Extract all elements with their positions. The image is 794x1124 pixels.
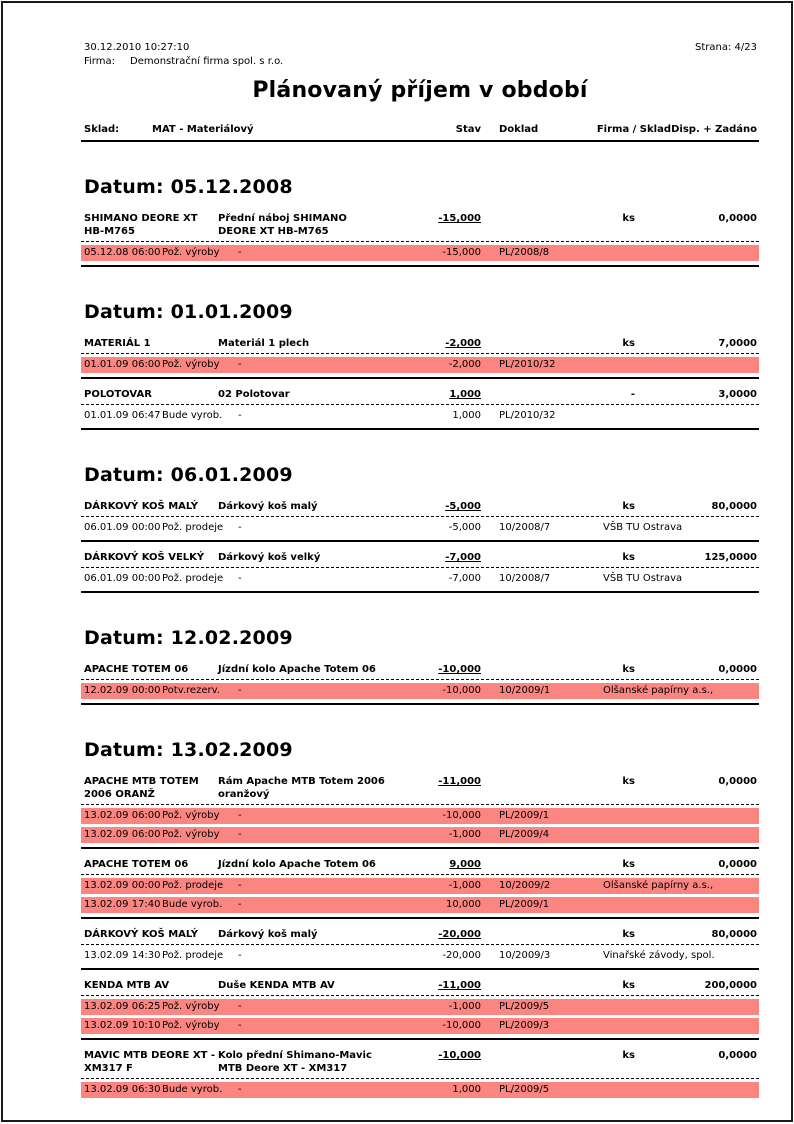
row-doklad: PL/2010/32 xyxy=(499,410,556,421)
row-quantity: -10,000 xyxy=(442,810,481,821)
item-unit: ks xyxy=(622,1050,635,1061)
table-row xyxy=(81,245,759,261)
row-type: Pož. prodeje xyxy=(162,573,224,584)
row-dash: - xyxy=(238,522,242,533)
row-quantity: -15,000 xyxy=(442,247,481,258)
sections xyxy=(81,176,759,1102)
row-firma-sklad xyxy=(581,1082,759,1098)
table-row xyxy=(81,808,759,824)
row-datetime: 01.01.09 06:47 xyxy=(84,410,161,421)
date-section xyxy=(81,301,759,430)
row-type: Pož. prodeje xyxy=(162,950,224,961)
col-sklad-value: MAT - Materiálový xyxy=(152,124,254,135)
print-datetime: 30.12.2010 10:27:10 xyxy=(84,42,190,53)
item-rows xyxy=(81,808,759,843)
table-row xyxy=(81,520,759,536)
item-unit: ks xyxy=(622,980,635,991)
row-firma-sklad: VŠB TU Ostrava xyxy=(603,573,683,584)
row-doklad: 10/2008/7 xyxy=(499,522,551,533)
row-firma-sklad: Vinařské závody, spol. xyxy=(603,950,715,961)
row-doklad: 10/2009/1 xyxy=(499,685,551,696)
item-stav: 9,000 xyxy=(449,859,481,870)
section-items xyxy=(81,203,759,267)
item-stav: -10,000 xyxy=(438,664,481,675)
item-header-row xyxy=(81,766,759,805)
row-dash: - xyxy=(238,1084,242,1095)
item-code: DÁRKOVÝ KOŠ MALÝ xyxy=(84,929,198,940)
row-dash: - xyxy=(238,685,242,696)
table-row xyxy=(81,408,759,424)
table-row xyxy=(81,948,759,964)
item-code: DÁRKOVÝ KOŠ VELKÝ xyxy=(84,552,205,563)
section-date-heading: Datum: 01.01.2009 xyxy=(84,301,293,323)
row-quantity: 1,000 xyxy=(452,1084,481,1095)
item-rows xyxy=(81,245,759,261)
row-type: Pož. výroby xyxy=(162,1020,220,1031)
col-stav: Stav xyxy=(455,124,481,135)
row-type: Pož. prodeje xyxy=(162,880,224,891)
row-dash: - xyxy=(238,829,242,840)
col-disp-zadano: Disp. + Zadáno xyxy=(671,124,757,135)
item-block xyxy=(81,849,759,919)
table-row xyxy=(81,999,759,1015)
item-code: POLOTOVAR xyxy=(84,389,152,400)
item-description: Rám Apache MTB Totem 2006 oranžový xyxy=(218,776,385,800)
section-items xyxy=(81,491,759,593)
item-description: Dárkový koš malý xyxy=(218,501,318,512)
row-datetime: 13.02.09 17:40 xyxy=(84,899,161,910)
item-description: Dárkový koš velký xyxy=(218,552,321,563)
row-firma-sklad xyxy=(581,827,759,843)
row-quantity: -1,000 xyxy=(448,829,481,840)
table-row xyxy=(81,1018,759,1034)
row-datetime: 13.02.09 06:25 xyxy=(84,1001,161,1012)
item-stav: 1,000 xyxy=(449,389,481,400)
item-stav: -2,000 xyxy=(445,338,481,349)
row-dash: - xyxy=(238,410,242,421)
row-quantity: -10,000 xyxy=(442,685,481,696)
section-items xyxy=(81,328,759,430)
item-rows xyxy=(81,999,759,1034)
row-quantity: -10,000 xyxy=(442,1020,481,1031)
firm-label: Firma: xyxy=(84,56,115,67)
item-code: KENDA MTB AV xyxy=(84,980,170,991)
item-block xyxy=(81,1040,759,1102)
row-firma-sklad xyxy=(581,897,759,913)
row-quantity: -1,000 xyxy=(448,880,481,891)
row-type: Pož. výroby xyxy=(162,359,220,370)
page-header xyxy=(81,41,759,55)
section-items xyxy=(81,766,759,1102)
row-datetime: 05.12.08 06:00 xyxy=(84,247,161,258)
item-disp-zadano: 0,0000 xyxy=(718,664,757,675)
item-unit: ks xyxy=(622,664,635,675)
row-doklad: 10/2008/7 xyxy=(499,573,551,584)
row-firma-sklad: VŠB TU Ostrava xyxy=(603,522,683,533)
item-stav: -5,000 xyxy=(445,501,481,512)
row-quantity: -20,000 xyxy=(442,950,481,961)
item-rows xyxy=(81,878,759,913)
item-stav: -7,000 xyxy=(445,552,481,563)
table-row xyxy=(81,683,759,699)
row-doklad: PL/2010/32 xyxy=(499,359,556,370)
item-stav: -11,000 xyxy=(438,980,481,991)
row-firma-sklad xyxy=(581,408,759,424)
row-dash: - xyxy=(238,880,242,891)
row-firma-sklad xyxy=(581,999,759,1015)
item-rows xyxy=(81,1082,759,1098)
section-items xyxy=(81,654,759,705)
item-header-row xyxy=(81,542,759,568)
item-block xyxy=(81,919,759,970)
row-type: Pož. výroby xyxy=(162,810,220,821)
item-rows xyxy=(81,357,759,373)
item-block xyxy=(81,491,759,542)
table-row xyxy=(81,1082,759,1098)
item-code: APACHE TOTEM 06 xyxy=(84,859,189,870)
item-rows xyxy=(81,408,759,424)
row-quantity: -1,000 xyxy=(448,1001,481,1012)
col-doklad: Doklad xyxy=(499,124,539,135)
item-description: Kolo přední Shimano-Mavic MTB Deore XT - XM317 xyxy=(218,1050,372,1074)
row-dash: - xyxy=(238,899,242,910)
item-stav: -10,000 xyxy=(438,1050,481,1061)
row-dash: - xyxy=(238,359,242,370)
item-stav: -11,000 xyxy=(438,776,481,787)
item-disp-zadano: 0,0000 xyxy=(718,776,757,787)
table-row xyxy=(81,878,759,894)
item-header-row xyxy=(81,203,759,242)
row-type: Bude vyrob. xyxy=(162,1084,223,1095)
item-description: Materiál 1 plech xyxy=(218,338,310,349)
item-unit: - xyxy=(630,389,635,400)
item-rows xyxy=(81,683,759,699)
item-disp-zadano: 7,0000 xyxy=(718,338,757,349)
item-stav: -15,000 xyxy=(438,213,481,224)
row-datetime: 13.02.09 06:30 xyxy=(84,1084,161,1095)
item-unit: ks xyxy=(622,929,635,940)
item-disp-zadano: 80,0000 xyxy=(711,929,757,940)
row-firma-sklad xyxy=(581,1018,759,1034)
item-code: MAVIC MTB DEORE XT - XM317 F xyxy=(84,1050,215,1074)
report-page xyxy=(1,1,793,1122)
item-description: Duše KENDA MTB AV xyxy=(218,980,335,991)
row-dash: - xyxy=(238,247,242,258)
item-header-row xyxy=(81,919,759,945)
row-datetime: 06.01.09 00:00 xyxy=(84,522,161,533)
item-rows xyxy=(81,520,759,536)
item-block xyxy=(81,654,759,705)
row-doklad: PL/2009/4 xyxy=(499,829,550,840)
item-description: Jízdní kolo Apache Totem 06 xyxy=(218,859,376,870)
row-datetime: 12.02.09 00:00 xyxy=(84,685,161,696)
item-block xyxy=(81,328,759,379)
row-firma-sklad: Olšanské papírny a.s., xyxy=(603,880,714,891)
row-type: Pož. výroby xyxy=(162,1001,220,1012)
item-unit: ks xyxy=(622,552,635,563)
row-firma-sklad xyxy=(581,357,759,373)
row-datetime: 13.02.09 06:00 xyxy=(84,829,161,840)
row-doklad: 10/2009/3 xyxy=(499,950,551,961)
item-header-row xyxy=(81,379,759,405)
row-quantity: -2,000 xyxy=(448,359,481,370)
row-doklad: PL/2009/5 xyxy=(499,1084,550,1095)
item-rows xyxy=(81,948,759,964)
row-datetime: 13.02.09 10:10 xyxy=(84,1020,161,1031)
row-dash: - xyxy=(238,810,242,821)
row-doklad: PL/2009/3 xyxy=(499,1020,550,1031)
table-row xyxy=(81,357,759,373)
row-dash: - xyxy=(238,950,242,961)
row-dash: - xyxy=(238,1001,242,1012)
report-title: Plánovaný příjem v období xyxy=(252,78,588,103)
item-block xyxy=(81,970,759,1040)
row-datetime: 01.01.09 06:00 xyxy=(84,359,161,370)
item-unit: ks xyxy=(622,859,635,870)
firm-line xyxy=(81,55,759,69)
item-unit: ks xyxy=(622,501,635,512)
item-block xyxy=(81,766,759,849)
item-disp-zadano: 125,0000 xyxy=(704,552,757,563)
item-unit: ks xyxy=(622,213,635,224)
table-row xyxy=(81,897,759,913)
item-header-row xyxy=(81,970,759,996)
item-disp-zadano: 200,0000 xyxy=(704,980,757,991)
item-description: Dárkový koš malý xyxy=(218,929,318,940)
row-doklad: 10/2009/2 xyxy=(499,880,551,891)
item-code: APACHE TOTEM 06 xyxy=(84,664,189,675)
table-column-header xyxy=(81,124,759,142)
row-doklad: PL/2009/1 xyxy=(499,899,550,910)
row-type: Potv.rezerv. xyxy=(162,685,220,696)
firm-name: Demonstrační firma spol. s r.o. xyxy=(130,56,284,67)
section-date-heading: Datum: 12.02.2009 xyxy=(84,627,293,649)
table-row xyxy=(81,827,759,843)
item-disp-zadano: 0,0000 xyxy=(718,213,757,224)
item-header-row xyxy=(81,1040,759,1079)
item-block xyxy=(81,542,759,593)
item-disp-zadano: 3,0000 xyxy=(718,389,757,400)
date-section xyxy=(81,176,759,267)
row-quantity: 10,000 xyxy=(446,899,481,910)
row-type: Pož. prodeje xyxy=(162,522,224,533)
col-firma-sklad: Firma / Sklad xyxy=(596,124,671,135)
date-section xyxy=(81,627,759,705)
item-rows xyxy=(81,571,759,587)
item-disp-zadano: 0,0000 xyxy=(718,859,757,870)
item-header-row xyxy=(81,849,759,875)
row-datetime: 13.02.09 06:00 xyxy=(84,810,161,821)
row-type: Bude vyrob. xyxy=(162,410,223,421)
row-doklad: PL/2009/5 xyxy=(499,1001,550,1012)
row-datetime: 13.02.09 00:00 xyxy=(84,880,161,891)
item-disp-zadano: 80,0000 xyxy=(711,501,757,512)
item-code: MATERIÁL 1 xyxy=(84,338,151,349)
row-type: Pož. výroby xyxy=(162,829,220,840)
item-description: 02 Polotovar xyxy=(218,389,290,400)
row-dash: - xyxy=(238,573,242,584)
row-quantity: -7,000 xyxy=(448,573,481,584)
row-firma-sklad xyxy=(581,245,759,261)
row-type: Pož. výroby xyxy=(162,247,220,258)
row-type: Bude vyrob. xyxy=(162,899,223,910)
date-section xyxy=(81,464,759,593)
section-date-heading: Datum: 05.12.2008 xyxy=(84,176,293,198)
row-quantity: -5,000 xyxy=(448,522,481,533)
item-block xyxy=(81,203,759,267)
item-header-row xyxy=(81,328,759,354)
date-section xyxy=(81,739,759,1102)
item-unit: ks xyxy=(622,776,635,787)
row-dash: - xyxy=(238,1020,242,1031)
row-datetime: 06.01.09 00:00 xyxy=(84,573,161,584)
row-doklad: PL/2008/8 xyxy=(499,247,550,258)
item-unit: ks xyxy=(622,338,635,349)
item-code: DÁRKOVÝ KOŠ MALÝ xyxy=(84,501,198,512)
row-doklad: PL/2009/1 xyxy=(499,810,550,821)
item-code: APACHE MTB TOTEM 2006 ORANŽ xyxy=(84,776,199,800)
row-firma-sklad xyxy=(581,808,759,824)
item-code: SHIMANO DEORE XT HB-M765 xyxy=(84,213,198,237)
item-description: Jízdní kolo Apache Totem 06 xyxy=(218,664,376,675)
row-firma-sklad: Olšanské papírny a.s., xyxy=(603,685,714,696)
item-block xyxy=(81,379,759,430)
row-quantity: 1,000 xyxy=(452,410,481,421)
item-stav: -20,000 xyxy=(438,929,481,940)
item-disp-zadano: 0,0000 xyxy=(718,1050,757,1061)
section-date-heading: Datum: 06.01.2009 xyxy=(84,464,293,486)
item-header-row xyxy=(81,654,759,680)
col-sklad-label: Sklad: xyxy=(84,124,120,135)
row-datetime: 13.02.09 14:30 xyxy=(84,950,161,961)
item-header-row xyxy=(81,491,759,517)
page-number: Strana: 4/23 xyxy=(695,42,757,53)
section-date-heading: Datum: 13.02.2009 xyxy=(84,739,293,761)
table-row xyxy=(81,571,759,587)
item-description: Přední náboj SHIMANO DEORE XT HB-M765 xyxy=(218,213,347,237)
